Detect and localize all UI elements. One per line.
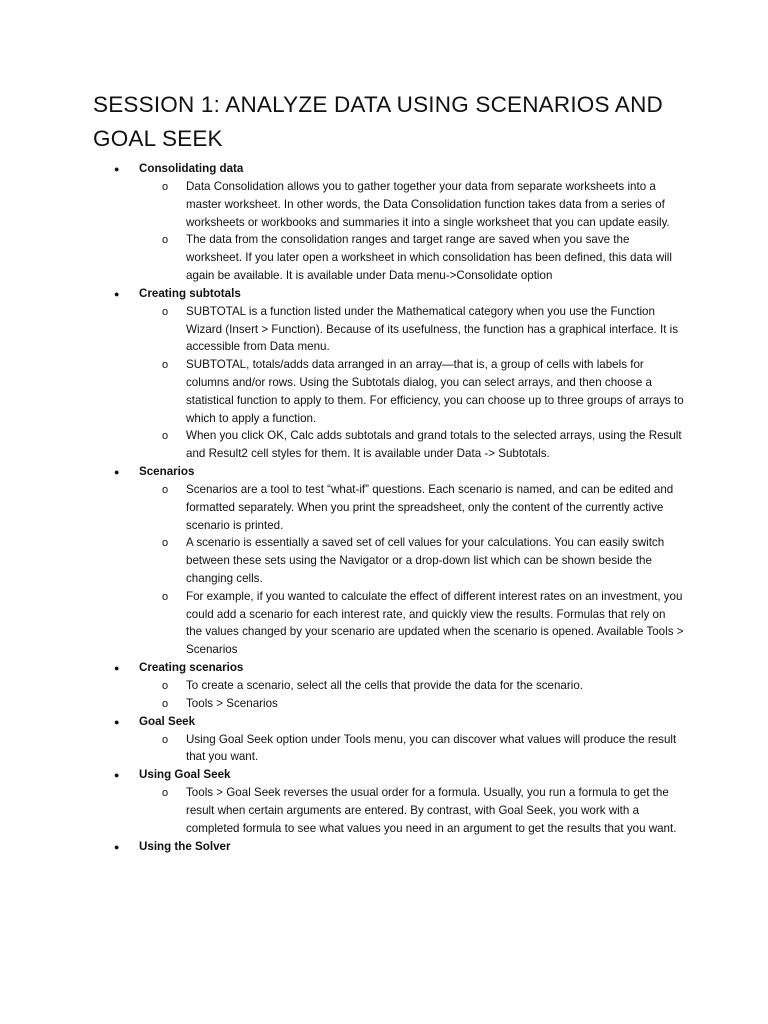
topic-heading: Using Goal Seek xyxy=(139,768,231,782)
circle-bullet-icon: o xyxy=(162,234,169,247)
circle-bullet-icon: o xyxy=(162,697,169,710)
point-text: SUBTOTAL, totals/adds data arranged in an array—that is, a group of cells with labels for columns and/or rows. Using the Subtotals dialog, you can select arrays, and then choose a statistical function to apply to them. For efficiency, you can choose up to three groups of arrays to which to apply a function. xyxy=(186,358,684,425)
point-list xyxy=(139,784,684,837)
circle-bullet-icon: o xyxy=(162,787,169,800)
list-item xyxy=(139,677,684,695)
topic-scenarios xyxy=(114,463,684,659)
circle-bullet-icon: o xyxy=(162,483,169,496)
list-item xyxy=(139,231,684,284)
topic-heading: Creating subtotals xyxy=(139,286,241,300)
topic-heading: Goal Seek xyxy=(139,714,196,728)
bullet-icon: ● xyxy=(114,164,120,174)
topic-list xyxy=(114,160,684,856)
list-item xyxy=(139,356,684,427)
list-item xyxy=(139,534,684,587)
point-text: Tools > Scenarios xyxy=(186,696,278,710)
bullet-icon: ● xyxy=(114,770,120,781)
list-item xyxy=(139,695,684,713)
topic-heading: Creating scenarios xyxy=(139,660,244,674)
list-item xyxy=(139,588,684,659)
circle-bullet-icon: o xyxy=(162,305,169,318)
point-text: Scenarios are a tool to test “what-if” questions. Each scenario is named, and can be edited and formatted separately. When you print the spreadsheet, only the content of the currently active scenario is printed. xyxy=(186,482,674,532)
list-item xyxy=(139,784,684,837)
circle-bullet-icon: o xyxy=(162,733,169,746)
page-title: SESSION 1: ANALYZE DATA USING SCENARIOS AND GOAL SEEK xyxy=(93,92,664,151)
topic-goal-seek xyxy=(114,713,684,767)
bullet-icon: ● xyxy=(114,662,120,673)
topic-heading: Using the Solver xyxy=(139,839,231,853)
circle-bullet-icon: o xyxy=(162,430,169,443)
bullet-icon: ● xyxy=(114,466,120,477)
point-text: The data from the consolidation ranges and target range are saved when you save the worksheet. If you later open a worksheet in which consolidation has been defined, this data will again be available. It is available under Data menu->Consolidate option xyxy=(186,233,672,282)
list-item xyxy=(139,427,684,463)
point-list xyxy=(139,481,684,659)
point-text: Using Goal Seek option under Tools menu, you can discover what values will produce the result that you want. xyxy=(186,732,677,764)
point-text: A scenario is essentially a saved set of cell values for your calculations. You can easily switch between these sets using the Navigator or a drop-down list which can be shown beside the changing cells. xyxy=(186,536,665,585)
circle-bullet-icon: o xyxy=(162,359,169,372)
circle-bullet-icon: o xyxy=(162,537,169,550)
bullet-icon: ● xyxy=(114,841,120,852)
point-list xyxy=(139,677,684,713)
list-item xyxy=(139,731,684,767)
point-text: SUBTOTAL is a function listed under the Mathematical category when you use the Function Wizard (Insert > Function). Because of its usefulness, the function has a graphical interface. It is accessible from Data menu. xyxy=(186,304,679,354)
topic-creating-scenarios xyxy=(114,659,684,713)
topic-heading: Scenarios xyxy=(139,464,195,478)
point-text: Tools > Goal Seek reverses the usual order for a formula. Usually, you run a formula to get the result when certain arguments are entered. By contrast, with Goal Seek, you work with a completed formula to see what values you need in an argument to get the results that you want. xyxy=(186,786,677,835)
list-item xyxy=(139,481,684,534)
point-text: Data Consolidation allows you to gather together your data from separate worksheets into a master worksheet. In other words, the Data Consolidation function takes data from a series of worksheets or workbooks and summaries it into a single worksheet that you can update easily. xyxy=(186,180,670,229)
circle-bullet-icon: o xyxy=(162,679,169,692)
list-item xyxy=(139,178,684,231)
point-list xyxy=(139,178,684,285)
topic-using-goal-seek xyxy=(114,766,684,837)
point-list xyxy=(139,731,684,767)
list-item xyxy=(139,303,684,356)
topic-creating-subtotals xyxy=(114,285,684,463)
point-text: When you click OK, Calc adds subtotals and grand totals to the selected arrays, using the Result and Result2 cell styles for them. It is available under Data -> Subtotals. xyxy=(186,429,682,461)
point-list xyxy=(139,303,684,463)
bullet-icon: ● xyxy=(114,716,120,727)
point-text: To create a scenario, select all the cells that provide the data for the scenario. xyxy=(186,678,583,692)
topic-using-the-solver xyxy=(114,838,684,856)
point-text: For example, if you wanted to calculate the effect of different interest rates on an investment, you could add a scenario for each interest rate, and quickly view the results. Formulas that rely on the values changed by your scenario are updated when the scenario is opened. Available Tools > Scenarios xyxy=(186,589,684,657)
circle-bullet-icon: o xyxy=(162,590,169,603)
topic-heading: Consolidating data xyxy=(139,162,244,175)
circle-bullet-icon: o xyxy=(162,181,169,193)
bullet-icon: ● xyxy=(114,288,120,299)
topic-consolidating-data xyxy=(114,160,684,285)
